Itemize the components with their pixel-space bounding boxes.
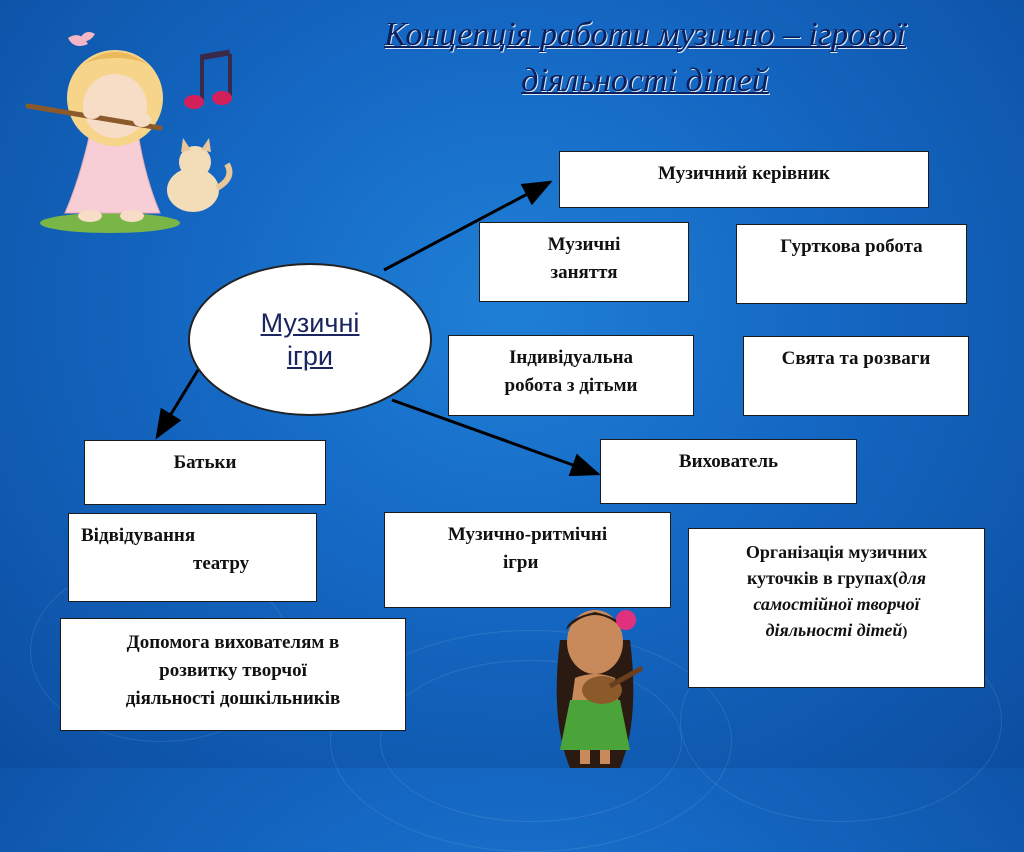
box-theater-line-1: Відвідування xyxy=(81,525,196,546)
box-individual-work xyxy=(448,335,694,416)
center-node-line-1: Музичні xyxy=(260,307,360,338)
box-teacher-help xyxy=(60,618,406,731)
box-music-lessons-line-1: Музичні xyxy=(547,234,621,255)
box-individual-work-line-1: Індивідуальна xyxy=(508,347,634,368)
title-line-2: діяльності дітей xyxy=(521,62,769,99)
box-holidays xyxy=(743,336,969,416)
box-educator-label: Вихователь xyxy=(678,451,779,472)
center-node-music-games xyxy=(188,263,432,416)
box-club-work xyxy=(736,224,967,304)
box-parents-label: Батьки xyxy=(173,452,237,473)
box-music-corners xyxy=(688,528,985,688)
box-rhythmic-games xyxy=(384,512,671,608)
arrow-to-parents xyxy=(157,370,198,437)
box-music-lessons xyxy=(479,222,689,302)
box-theater xyxy=(68,513,317,602)
box-music-corners-line-1: Організація музичних xyxy=(745,542,928,562)
box-parents xyxy=(84,440,326,505)
box-theater-line-2: театру xyxy=(193,553,250,574)
box-educator xyxy=(600,439,857,504)
box-music-lessons-line-2: заняття xyxy=(550,262,618,283)
box-rhythmic-games-line-2: ігри xyxy=(503,552,539,573)
box-music-director-label: Музичний керівник xyxy=(658,163,830,184)
box-teacher-help-line-3: діяльності дошкільників xyxy=(125,688,341,709)
box-club-work-label: Гурткова робота xyxy=(780,236,923,257)
center-node-line-2: ігри xyxy=(287,340,333,371)
box-teacher-help-line-2: розвитку творчої xyxy=(159,660,307,681)
box-holidays-label: Свята та розваги xyxy=(781,348,931,369)
box-music-corners-line-4b: ) xyxy=(902,624,908,640)
box-music-corners-line-3: самостійної творчої xyxy=(753,594,920,614)
box-music-director xyxy=(559,151,929,208)
box-teacher-help-line-1: Допомога вихователям в xyxy=(126,632,340,653)
box-individual-work-line-2: робота з дітьми xyxy=(504,375,638,396)
box-music-corners-line-2b: для xyxy=(898,568,926,588)
box-rhythmic-games-line-1: Музично-ритмічні xyxy=(447,524,608,545)
box-music-corners-line-4: діяльності дітей xyxy=(765,620,903,640)
box-music-corners-line-2a: куточків в групах( xyxy=(747,568,899,588)
title-line-1: Концепція работи музично – ігрової xyxy=(384,16,906,53)
